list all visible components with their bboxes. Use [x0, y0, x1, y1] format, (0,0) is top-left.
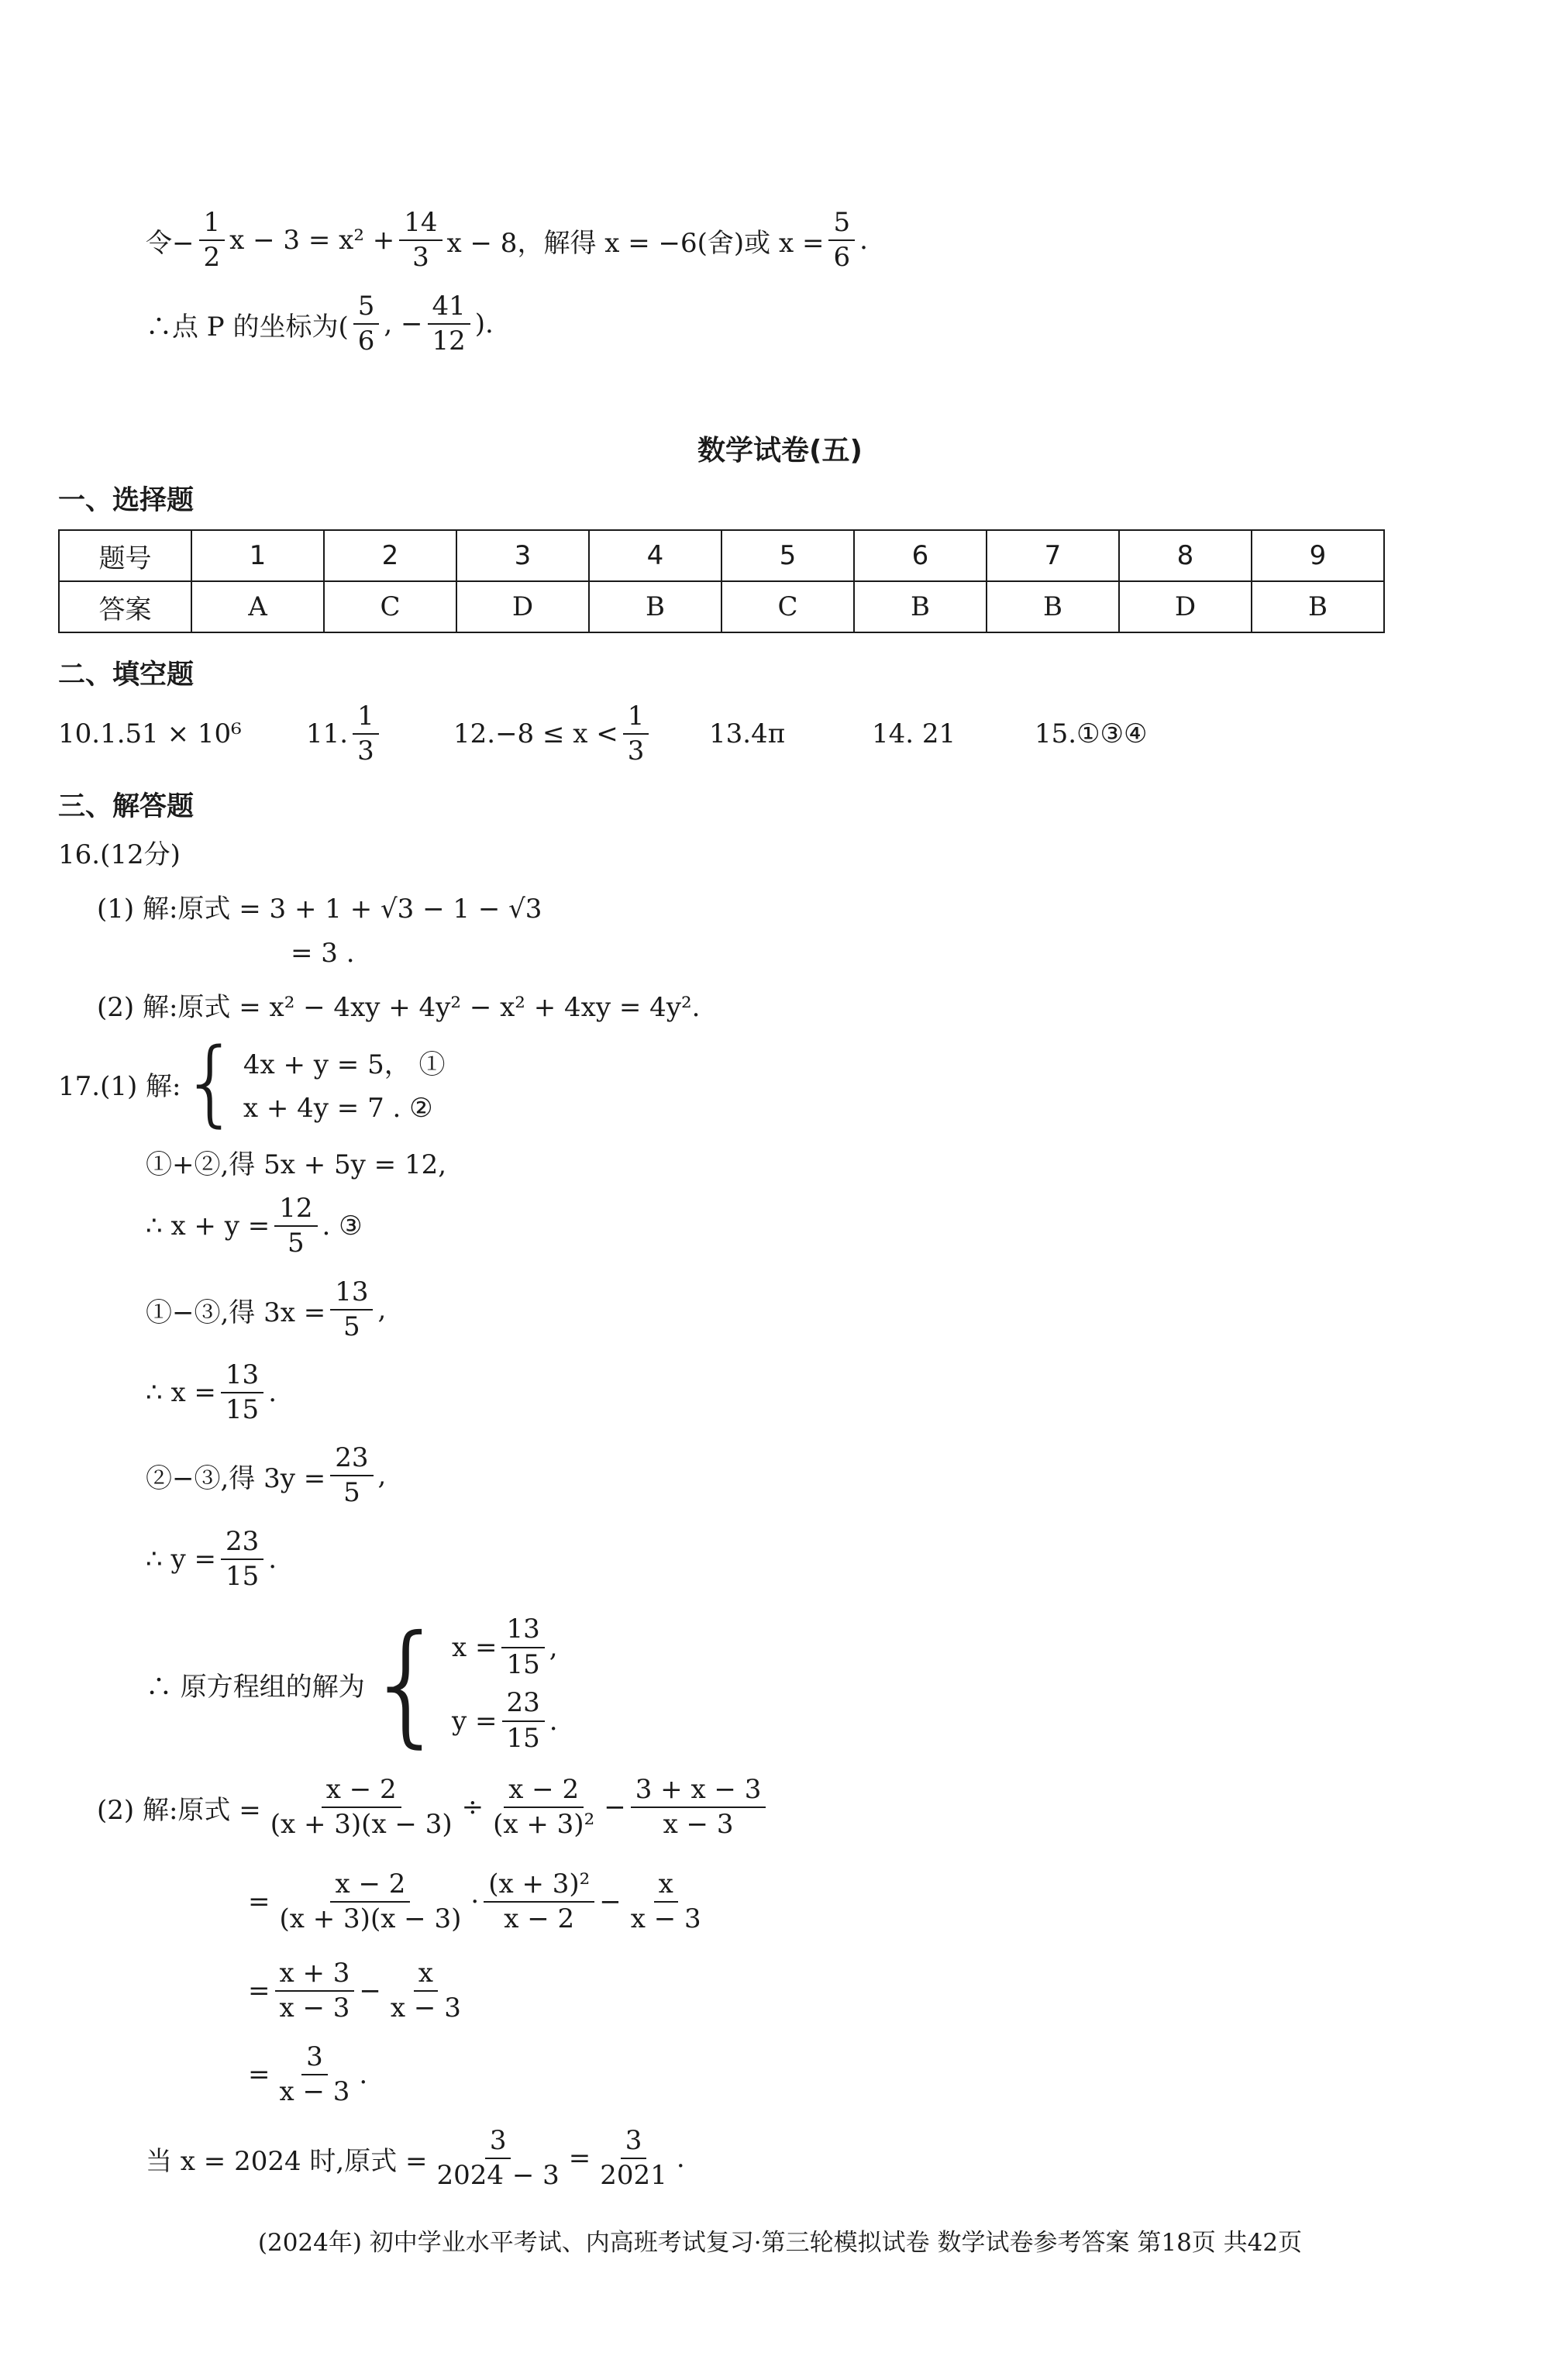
table-header-cell: 题号	[59, 530, 191, 581]
table-cell: 7	[987, 530, 1119, 581]
fraction: $\frac{14}{3}$	[399, 208, 442, 273]
q17-solution: ∴ 原方程组的解为 { x = $\frac{13}{15}$ , y = $\frac{23}{15}$ .	[146, 1607, 558, 1761]
table-cell: 2	[324, 530, 456, 581]
table-cell: D	[1119, 581, 1252, 632]
fraction: $\frac{12}{5}$	[274, 1193, 317, 1259]
answer-table	[58, 529, 1385, 633]
brace-icon: {	[181, 1029, 240, 1137]
table-header-cell: 答案	[59, 581, 191, 632]
table-cell: 1	[191, 530, 324, 581]
section-heading-choice: 一、选择题	[58, 485, 195, 516]
fraction: $\frac{23}{15}$	[221, 1527, 263, 1592]
fill-item: 13.4π	[709, 718, 786, 750]
table-cell: B	[854, 581, 987, 632]
q16-part1-line1: (1) 解:原式 = 3 + 1 + √3 − 1 − √3	[97, 894, 542, 925]
q16-part1-line2: = 3 .	[291, 938, 355, 969]
q17-step1: ①+②,得 5x + 5y = 12,	[146, 1149, 447, 1180]
fraction: $\frac{13}{15}$	[221, 1360, 263, 1425]
text: ∴点 P 的坐标为(	[146, 311, 349, 343]
q17-system	[58, 1029, 446, 1137]
table-cell: B	[987, 581, 1119, 632]
fraction: $\frac{41}{12}$	[428, 291, 470, 356]
fraction: $\frac{13}{5}$	[330, 1277, 373, 1342]
table-cell: 9	[1252, 530, 1384, 581]
fraction: $\frac{1}{3}$	[353, 701, 379, 766]
table-cell: 3	[456, 530, 589, 581]
top-line-2	[146, 291, 494, 356]
q17-part2-row1: (2) 解:原式 = $\frac{x - 2}{(x + 3)(x - 3)}$ ÷ $\frac{x - 2}{\text{(x + 3)²}}$ − $\frac{3 + x - 3}{x - 3}$	[97, 1775, 770, 1840]
q17-step6: ∴ y = $\frac{23}{15}$ .	[146, 1526, 277, 1593]
solution-y: y = $\frac{23}{15}$ .	[451, 1687, 558, 1754]
fill-item: 12.−8 ≤ x < $\frac{1}{3}$	[453, 701, 709, 766]
equation-1: 4x + y = 5， ①	[243, 1049, 446, 1080]
q17-part2-final: 当 x = 2024 时,原式 = $\frac{3}{2024 - 3}$ = $\frac{3}{2021}$ .	[146, 2125, 685, 2192]
table-cell: C	[324, 581, 456, 632]
q17-part2-row2: = $\frac{x - 2}{(x + 3)(x - 3)}$ · $\frac{\text{(x + 3)²}}{x - 2}$ − $\frac{x}{x - 3}$	[248, 1869, 701, 1935]
text: 令−	[146, 227, 195, 259]
table-cell: B	[1252, 581, 1384, 632]
section-heading-solve: 三、解答题	[58, 791, 195, 822]
table-cell: C	[721, 581, 854, 632]
fraction: $\frac{1}{3}$	[623, 701, 649, 766]
fraction: $\frac{5}{6}$	[828, 208, 855, 273]
table-cell: 8	[1119, 530, 1252, 581]
q17-step2: ∴ x + y = $\frac{12}{5}$ . ③	[146, 1193, 363, 1259]
table-cell: 6	[854, 530, 987, 581]
q17-head: 17.(1) 解:	[58, 1070, 181, 1102]
fraction: $\frac{23}{5}$	[330, 1443, 373, 1508]
fill-item: 10.1.51 × 10⁶	[58, 718, 242, 750]
solution-x: x = $\frac{13}{15}$ ,	[451, 1614, 558, 1680]
text: ).	[474, 308, 494, 340]
text: .	[859, 225, 868, 257]
q17-step3: ①−③,得 3x = $\frac{13}{5}$ ,	[146, 1276, 387, 1343]
table-cell: A	[191, 581, 324, 632]
table-cell: 4	[589, 530, 721, 581]
brace-icon: {	[364, 1607, 449, 1761]
fraction: $\frac{5}{6}$	[353, 291, 380, 356]
q17-part2-row4: = $\frac{3}{x - 3}$ .	[248, 2041, 368, 2108]
table-row	[59, 530, 1384, 581]
fill-answers	[58, 701, 1148, 766]
page-footer: (2024年) 初中学业水平考试、内高班考试复习·第三轮模拟试卷 数学试卷参考答案 第18页 共42页	[257, 2229, 1303, 2257]
table-cell: D	[456, 581, 589, 632]
table-cell: B	[589, 581, 721, 632]
text: x − 8，解得 x = −6(舍)或 x =	[446, 227, 825, 259]
exam-title: 数学试卷(五)	[697, 435, 863, 467]
fill-item: 11. $\frac{1}{3}$	[306, 701, 453, 766]
top-line-1	[146, 208, 868, 273]
q17-step4: ∴ x = $\frac{13}{15}$ .	[146, 1359, 277, 1426]
fraction: $\frac{1}{2}$	[199, 208, 226, 273]
text: x − 3 = x² +	[229, 225, 395, 257]
table-cell: 5	[721, 530, 854, 581]
fill-item: 14. 21	[872, 718, 956, 750]
q16-part2: (2) 解:原式 = x² − 4xy + 4y² − x² + 4xy = 4y².	[97, 992, 701, 1023]
section-heading-fill: 二、填空题	[58, 660, 195, 691]
q17-part2-row3: = $\frac{x + 3}{x - 3}$ − $\frac{x}{x - 3}$	[248, 1958, 461, 2024]
fill-item: 15.①③④	[1035, 718, 1148, 750]
equation-2: x + 4y = 7 . ②	[243, 1093, 433, 1125]
table-row	[59, 581, 1384, 632]
text: , −	[384, 308, 423, 340]
q16-head: 16.(12分)	[58, 839, 181, 870]
q17-step5: ②−③,得 3y = $\frac{23}{5}$ ,	[146, 1442, 387, 1509]
